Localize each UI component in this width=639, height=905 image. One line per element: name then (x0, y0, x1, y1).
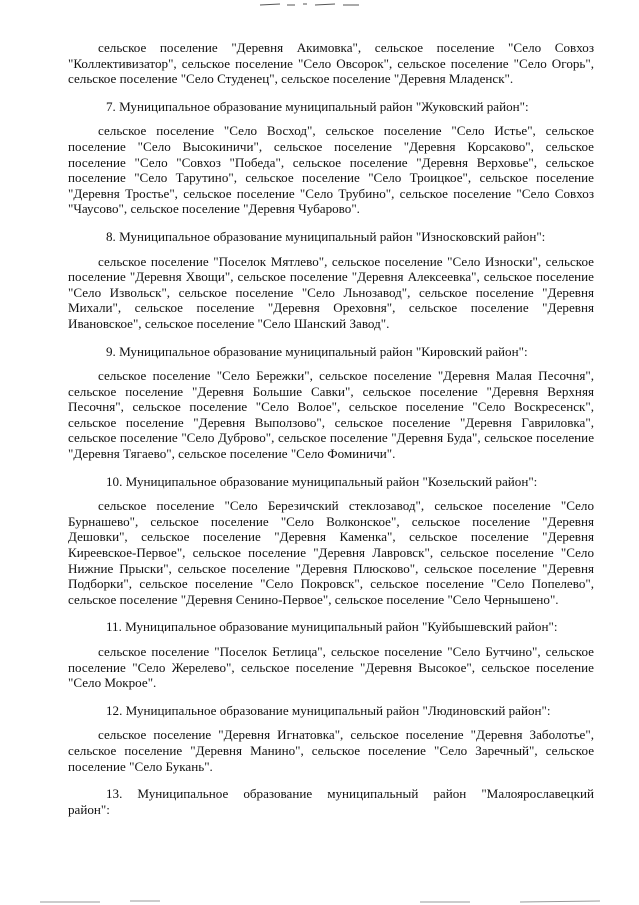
scan-artifact-bottom (0, 899, 639, 905)
section-heading-8: 8. Муниципальное образование муниципальный район "Износковский район": (106, 228, 546, 244)
scan-artifact-top (255, 0, 365, 8)
section-heading-7: 7. Муниципальное образование муниципальный район "Жуковский район": (106, 98, 529, 114)
paragraph-kozelsky: сельское поселение "Село Березичский стеклозавод", сельское поселение "Село Бурнашево", сельское поселение "Село Волконское", сельское поселение "Деревня Дешовки", сельское поселение "Деревня Каменка", сельское поселение "Деревня Киреевское-Первое", сельское поселение "Деревня Лавровск", сельское поселение "Село Нижние Прыски", сельское поселение "Деревня Плюсково", сельское поселение "Деревня Подборки", сельское поселение "Село Покровск", сельское поселение "Село Попелево", сельское поселение "Деревня Сенино-Первое", сельское поселение "Село Чернышено". (68, 498, 594, 607)
section-heading-13: 13. Муниципальное образование муниципальный район "Малоярославецкий (106, 786, 594, 802)
section-heading-10: 10. Муниципальное образование муниципальный район "Козельский район": (106, 473, 538, 489)
paragraph-lyudinovsky: сельское поселение "Деревня Игнатовка", сельское поселение "Деревня Заболотье", сельское поселение "Деревня Манино", сельское поселение "Село Заречный", сельское поселение "Село Букань". (68, 727, 594, 774)
document-page (68, 40, 594, 817)
section-heading-13-continuation: район": (68, 801, 110, 817)
section-heading-11: 11. Муниципальное образование муниципальный район "Куйбышевский район": (106, 619, 558, 635)
paragraph-zhukovsky: сельское поселение "Село Восход", сельское поселение "Село Истье", сельское поселение "Село Высокиничи", сельское поселение "Деревня Корсаково", сельское поселение "Село "Совхоз "Победа", сельское поселение "Деревня Верховье", сельское поселение "Село Тарутино", сельское поселение "Село Троицкое", сельское поселение "Деревня Тростье", сельское поселение "Село Трубино", сельское поселение "Село Совхоз "Чаусово", сельское поселение "Деревня Чубарово". (68, 123, 594, 217)
section-heading-12: 12. Муниципальное образование муниципальный район "Людиновский район": (106, 702, 551, 718)
paragraph-iznoskovsky: сельское поселение "Поселок Мятлево", сельское поселение "Село Износки", сельское поселение "Деревня Хвощи", сельское поселение "Деревня Алексеевка", сельское поселение "Село Извольск", сельское поселение "Село Льнозавод", сельское поселение "Деревня Михали", сельское поселение "Деревня Ореховня", сельское поселение "Деревня Ивановское", сельское поселение "Село Шанский Завод". (68, 253, 594, 331)
paragraph-intro: сельское поселение "Деревня Акимовка", сельское поселение "Село Совхоз "Коллективизатор", сельское поселение "Село Овсорок", сельское поселение "Село Огорь", сельское поселение "Село Студенец", сельское поселение "Деревня Младенск". (68, 40, 594, 87)
paragraph-kuybyshevsky: сельское поселение "Поселок Бетлица", сельское поселение "Село Бутчино", сельское поселение "Село Жерелево", сельское поселение "Деревня Высокое", сельское поселение "Село Мокрое". (68, 644, 594, 691)
paragraph-kirovsky: сельское поселение "Село Бережки", сельское поселение "Деревня Малая Песочня", сельское поселение "Деревня Большие Савки", сельское поселение "Деревня Верхняя Песочня", сельское поселение "Село Волое", сельское поселение "Село Воскресенск", сельское поселение "Деревня Выползово", сельское поселение "Деревня Гавриловка", сельское поселение "Село Дуброво", сельское поселение "Деревня Буда", сельское поселение "Деревня Тягаево", сельское поселение "Село Фоминичи". (68, 368, 594, 462)
section-heading-9: 9. Муниципальное образование муниципальный район "Кировский район": (106, 343, 528, 359)
